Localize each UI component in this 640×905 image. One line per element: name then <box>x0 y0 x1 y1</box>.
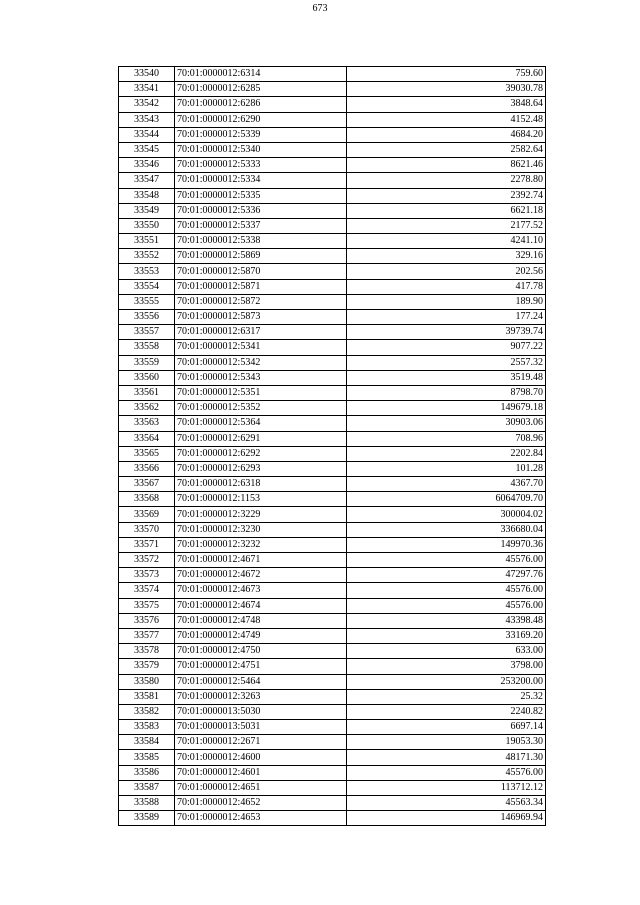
table-row <box>119 568 546 583</box>
row-number-cell: 33586 <box>119 765 175 780</box>
row-number-cell: 33581 <box>119 689 175 704</box>
cadastral-number-cell: 70:01:0000012:3229 <box>175 507 347 522</box>
row-number-cell: 33578 <box>119 644 175 659</box>
table-row <box>119 431 546 446</box>
table-row <box>119 127 546 142</box>
cadastral-number-cell: 70:01:0000012:5871 <box>175 279 347 294</box>
cadastral-number-cell: 70:01:0000012:5333 <box>175 158 347 173</box>
row-number-cell: 33567 <box>119 477 175 492</box>
cadastral-value-cell: 45576.00 <box>347 553 546 568</box>
cadastral-value-cell: 6064709.70 <box>347 492 546 507</box>
row-number-cell: 33543 <box>119 112 175 127</box>
table-row <box>119 796 546 811</box>
cadastral-value-cell: 8621.46 <box>347 158 546 173</box>
cadastral-value-cell: 149970.36 <box>347 537 546 552</box>
cadastral-number-cell: 70:01:0000012:5340 <box>175 142 347 157</box>
cadastral-value-cell: 202.56 <box>347 264 546 279</box>
table-row <box>119 750 546 765</box>
cadastral-number-cell: 70:01:0000012:4671 <box>175 553 347 568</box>
cadastral-number-cell: 70:01:0000012:5870 <box>175 264 347 279</box>
table-row <box>119 704 546 719</box>
table-row <box>119 325 546 340</box>
cadastral-number-cell: 70:01:0000012:5869 <box>175 249 347 264</box>
row-number-cell: 33558 <box>119 340 175 355</box>
cadastral-number-cell: 70:01:0000012:5342 <box>175 355 347 370</box>
row-number-cell: 33557 <box>119 325 175 340</box>
table-row <box>119 644 546 659</box>
table-row <box>119 780 546 795</box>
table-row <box>119 279 546 294</box>
table-row <box>119 720 546 735</box>
cadastral-number-cell: 70:01:0000012:4673 <box>175 583 347 598</box>
cadastral-value-cell: 101.28 <box>347 461 546 476</box>
cadastral-value-cell: 45576.00 <box>347 598 546 613</box>
row-number-cell: 33553 <box>119 264 175 279</box>
row-number-cell: 33547 <box>119 173 175 188</box>
table-row <box>119 355 546 370</box>
table-row <box>119 537 546 552</box>
cadastral-value-cell: 253200.00 <box>347 674 546 689</box>
cadastral-value-cell: 2582.64 <box>347 142 546 157</box>
cadastral-number-cell: 70:01:0000012:6314 <box>175 67 347 82</box>
table-row <box>119 142 546 157</box>
cadastral-value-cell: 2177.52 <box>347 218 546 233</box>
table-row <box>119 522 546 537</box>
table-row <box>119 112 546 127</box>
row-number-cell: 33585 <box>119 750 175 765</box>
table-row <box>119 203 546 218</box>
cadastral-number-cell: 70:01:0000012:5464 <box>175 674 347 689</box>
cadastral-number-cell: 70:01:0000012:6286 <box>175 97 347 112</box>
cadastral-value-cell: 329.16 <box>347 249 546 264</box>
cadastral-number-cell: 70:01:0000012:5338 <box>175 234 347 249</box>
row-number-cell: 33568 <box>119 492 175 507</box>
cadastral-number-cell: 70:01:0000012:6290 <box>175 112 347 127</box>
cadastral-value-cell: 4241.10 <box>347 234 546 249</box>
row-number-cell: 33554 <box>119 279 175 294</box>
cadastral-number-cell: 70:01:0000012:2671 <box>175 735 347 750</box>
row-number-cell: 33551 <box>119 234 175 249</box>
row-number-cell: 33565 <box>119 446 175 461</box>
cadastral-number-cell: 70:01:0000012:3230 <box>175 522 347 537</box>
cadastral-number-cell: 70:01:0000012:4750 <box>175 644 347 659</box>
row-number-cell: 33589 <box>119 811 175 826</box>
cadastral-value-cell: 48171.30 <box>347 750 546 765</box>
cadastral-value-cell: 146969.94 <box>347 811 546 826</box>
row-number-cell: 33588 <box>119 796 175 811</box>
table-row <box>119 310 546 325</box>
row-number-cell: 33583 <box>119 720 175 735</box>
cadastral-number-cell: 70:01:0000012:4672 <box>175 568 347 583</box>
row-number-cell: 33541 <box>119 82 175 97</box>
cadastral-number-cell: 70:01:0000012:5364 <box>175 416 347 431</box>
table-row <box>119 477 546 492</box>
row-number-cell: 33561 <box>119 385 175 400</box>
table-row <box>119 628 546 643</box>
row-number-cell: 33545 <box>119 142 175 157</box>
row-number-cell: 33577 <box>119 628 175 643</box>
table-row <box>119 674 546 689</box>
row-number-cell: 33563 <box>119 416 175 431</box>
table-row <box>119 583 546 598</box>
cadastral-value-cell: 2392.74 <box>347 188 546 203</box>
row-number-cell: 33587 <box>119 780 175 795</box>
cadastral-number-cell: 70:01:0000012:4748 <box>175 613 347 628</box>
row-number-cell: 33573 <box>119 568 175 583</box>
cadastral-number-cell: 70:01:0000012:4653 <box>175 811 347 826</box>
row-number-cell: 33570 <box>119 522 175 537</box>
row-number-cell: 33562 <box>119 401 175 416</box>
cadastral-number-cell: 70:01:0000012:5339 <box>175 127 347 142</box>
cadastral-number-cell: 70:01:0000012:6293 <box>175 461 347 476</box>
cadastral-number-cell: 70:01:0000012:4600 <box>175 750 347 765</box>
row-number-cell: 33580 <box>119 674 175 689</box>
cadastral-value-cell: 4152.48 <box>347 112 546 127</box>
row-number-cell: 33548 <box>119 188 175 203</box>
cadastral-value-cell: 45576.00 <box>347 583 546 598</box>
table-row <box>119 234 546 249</box>
row-number-cell: 33546 <box>119 158 175 173</box>
table-row <box>119 82 546 97</box>
cadastral-number-cell: 70:01:0000012:5335 <box>175 188 347 203</box>
table-row <box>119 492 546 507</box>
table-row <box>119 811 546 826</box>
cadastral-value-cell: 189.90 <box>347 294 546 309</box>
row-number-cell: 33566 <box>119 461 175 476</box>
cadastral-value-cell: 300004.02 <box>347 507 546 522</box>
cadastral-value-cell: 177.24 <box>347 310 546 325</box>
table-body <box>119 67 546 826</box>
table-row <box>119 173 546 188</box>
cadastral-number-cell: 70:01:0000012:5872 <box>175 294 347 309</box>
table-row <box>119 218 546 233</box>
cadastral-number-cell: 70:01:0000012:5351 <box>175 385 347 400</box>
cadastral-value-cell: 25.32 <box>347 689 546 704</box>
cadastral-number-cell: 70:01:0000012:6318 <box>175 477 347 492</box>
cadastral-number-cell: 70:01:0000012:4749 <box>175 628 347 643</box>
cadastral-number-cell: 70:01:0000012:5341 <box>175 340 347 355</box>
cadastral-value-cell: 2278.80 <box>347 173 546 188</box>
cadastral-value-cell: 3519.48 <box>347 370 546 385</box>
cadastral-value-cell: 113712.12 <box>347 780 546 795</box>
cadastral-number-cell: 70:01:0000012:5873 <box>175 310 347 325</box>
row-number-cell: 33559 <box>119 355 175 370</box>
cadastral-value-cell: 2202.84 <box>347 446 546 461</box>
cadastral-number-cell: 70:01:0000012:4652 <box>175 796 347 811</box>
table-row <box>119 67 546 82</box>
row-number-cell: 33552 <box>119 249 175 264</box>
cadastral-number-cell: 70:01:0000012:6291 <box>175 431 347 446</box>
table-row <box>119 689 546 704</box>
row-number-cell: 33556 <box>119 310 175 325</box>
cadastral-number-cell: 70:01:0000012:4751 <box>175 659 347 674</box>
cadastral-number-cell: 70:01:0000012:3232 <box>175 537 347 552</box>
cadastral-value-cell: 417.78 <box>347 279 546 294</box>
table-row <box>119 340 546 355</box>
table-row <box>119 613 546 628</box>
row-number-cell: 33569 <box>119 507 175 522</box>
row-number-cell: 33564 <box>119 431 175 446</box>
cadastral-number-cell: 70:01:0000012:5352 <box>175 401 347 416</box>
cadastral-number-cell: 70:01:0000012:4601 <box>175 765 347 780</box>
cadastral-value-cell: 633.00 <box>347 644 546 659</box>
cadastral-value-cell: 2557.32 <box>347 355 546 370</box>
cadastral-value-cell: 45576.00 <box>347 765 546 780</box>
row-number-cell: 33579 <box>119 659 175 674</box>
table-row <box>119 158 546 173</box>
row-number-cell: 33582 <box>119 704 175 719</box>
cadastral-number-cell: 70:01:0000012:1153 <box>175 492 347 507</box>
table-row <box>119 461 546 476</box>
row-number-cell: 33542 <box>119 97 175 112</box>
table-row <box>119 401 546 416</box>
cadastral-number-cell: 70:01:0000012:5337 <box>175 218 347 233</box>
cadastral-value-cell: 4367.70 <box>347 477 546 492</box>
cadastral-number-cell: 70:01:0000012:3263 <box>175 689 347 704</box>
table-row <box>119 765 546 780</box>
cadastral-number-cell: 70:01:0000013:5030 <box>175 704 347 719</box>
table-row <box>119 659 546 674</box>
table-row <box>119 188 546 203</box>
cadastral-value-cell: 336680.04 <box>347 522 546 537</box>
cadastral-value-cell: 30903.06 <box>347 416 546 431</box>
cadastral-number-cell: 70:01:0000012:5343 <box>175 370 347 385</box>
cadastral-value-cell: 8798.70 <box>347 385 546 400</box>
cadastral-number-cell: 70:01:0000012:4651 <box>175 780 347 795</box>
cadastral-value-cell: 2240.82 <box>347 704 546 719</box>
cadastral-number-cell: 70:01:0000012:6317 <box>175 325 347 340</box>
cadastre-value-table <box>118 66 546 826</box>
table-row <box>119 249 546 264</box>
table-row <box>119 294 546 309</box>
row-number-cell: 33560 <box>119 370 175 385</box>
row-number-cell: 33574 <box>119 583 175 598</box>
cadastral-value-cell: 47297.76 <box>347 568 546 583</box>
cadastral-value-cell: 3798.00 <box>347 659 546 674</box>
table-row <box>119 553 546 568</box>
cadastral-value-cell: 33169.20 <box>347 628 546 643</box>
cadastral-value-cell: 43398.48 <box>347 613 546 628</box>
row-number-cell: 33550 <box>119 218 175 233</box>
page-number: 673 <box>312 3 328 14</box>
table-row <box>119 370 546 385</box>
cadastral-number-cell: 70:01:0000012:6292 <box>175 446 347 461</box>
table-row <box>119 446 546 461</box>
table-row <box>119 507 546 522</box>
cadastral-value-cell: 39030.78 <box>347 82 546 97</box>
row-number-cell: 33571 <box>119 537 175 552</box>
cadastral-value-cell: 708.96 <box>347 431 546 446</box>
cadastral-value-cell: 45563.34 <box>347 796 546 811</box>
cadastral-value-cell: 759.60 <box>347 67 546 82</box>
cadastral-value-cell: 6621.18 <box>347 203 546 218</box>
cadastral-number-cell: 70:01:0000013:5031 <box>175 720 347 735</box>
row-number-cell: 33576 <box>119 613 175 628</box>
table-row <box>119 385 546 400</box>
cadastral-value-cell: 19053.30 <box>347 735 546 750</box>
cadastral-value-cell: 3848.64 <box>347 97 546 112</box>
row-number-cell: 33540 <box>119 67 175 82</box>
row-number-cell: 33549 <box>119 203 175 218</box>
table-row <box>119 598 546 613</box>
table-row <box>119 416 546 431</box>
cadastral-value-cell: 6697.14 <box>347 720 546 735</box>
cadastral-number-cell: 70:01:0000012:5336 <box>175 203 347 218</box>
cadastral-value-cell: 9077.22 <box>347 340 546 355</box>
cadastral-value-cell: 149679.18 <box>347 401 546 416</box>
cadastral-number-cell: 70:01:0000012:5334 <box>175 173 347 188</box>
row-number-cell: 33572 <box>119 553 175 568</box>
row-number-cell: 33555 <box>119 294 175 309</box>
cadastral-value-cell: 39739.74 <box>347 325 546 340</box>
row-number-cell: 33544 <box>119 127 175 142</box>
table-row <box>119 264 546 279</box>
cadastral-number-cell: 70:01:0000012:6285 <box>175 82 347 97</box>
table-row <box>119 735 546 750</box>
row-number-cell: 33575 <box>119 598 175 613</box>
row-number-cell: 33584 <box>119 735 175 750</box>
table-row <box>119 97 546 112</box>
cadastral-value-cell: 4684.20 <box>347 127 546 142</box>
cadastral-number-cell: 70:01:0000012:4674 <box>175 598 347 613</box>
